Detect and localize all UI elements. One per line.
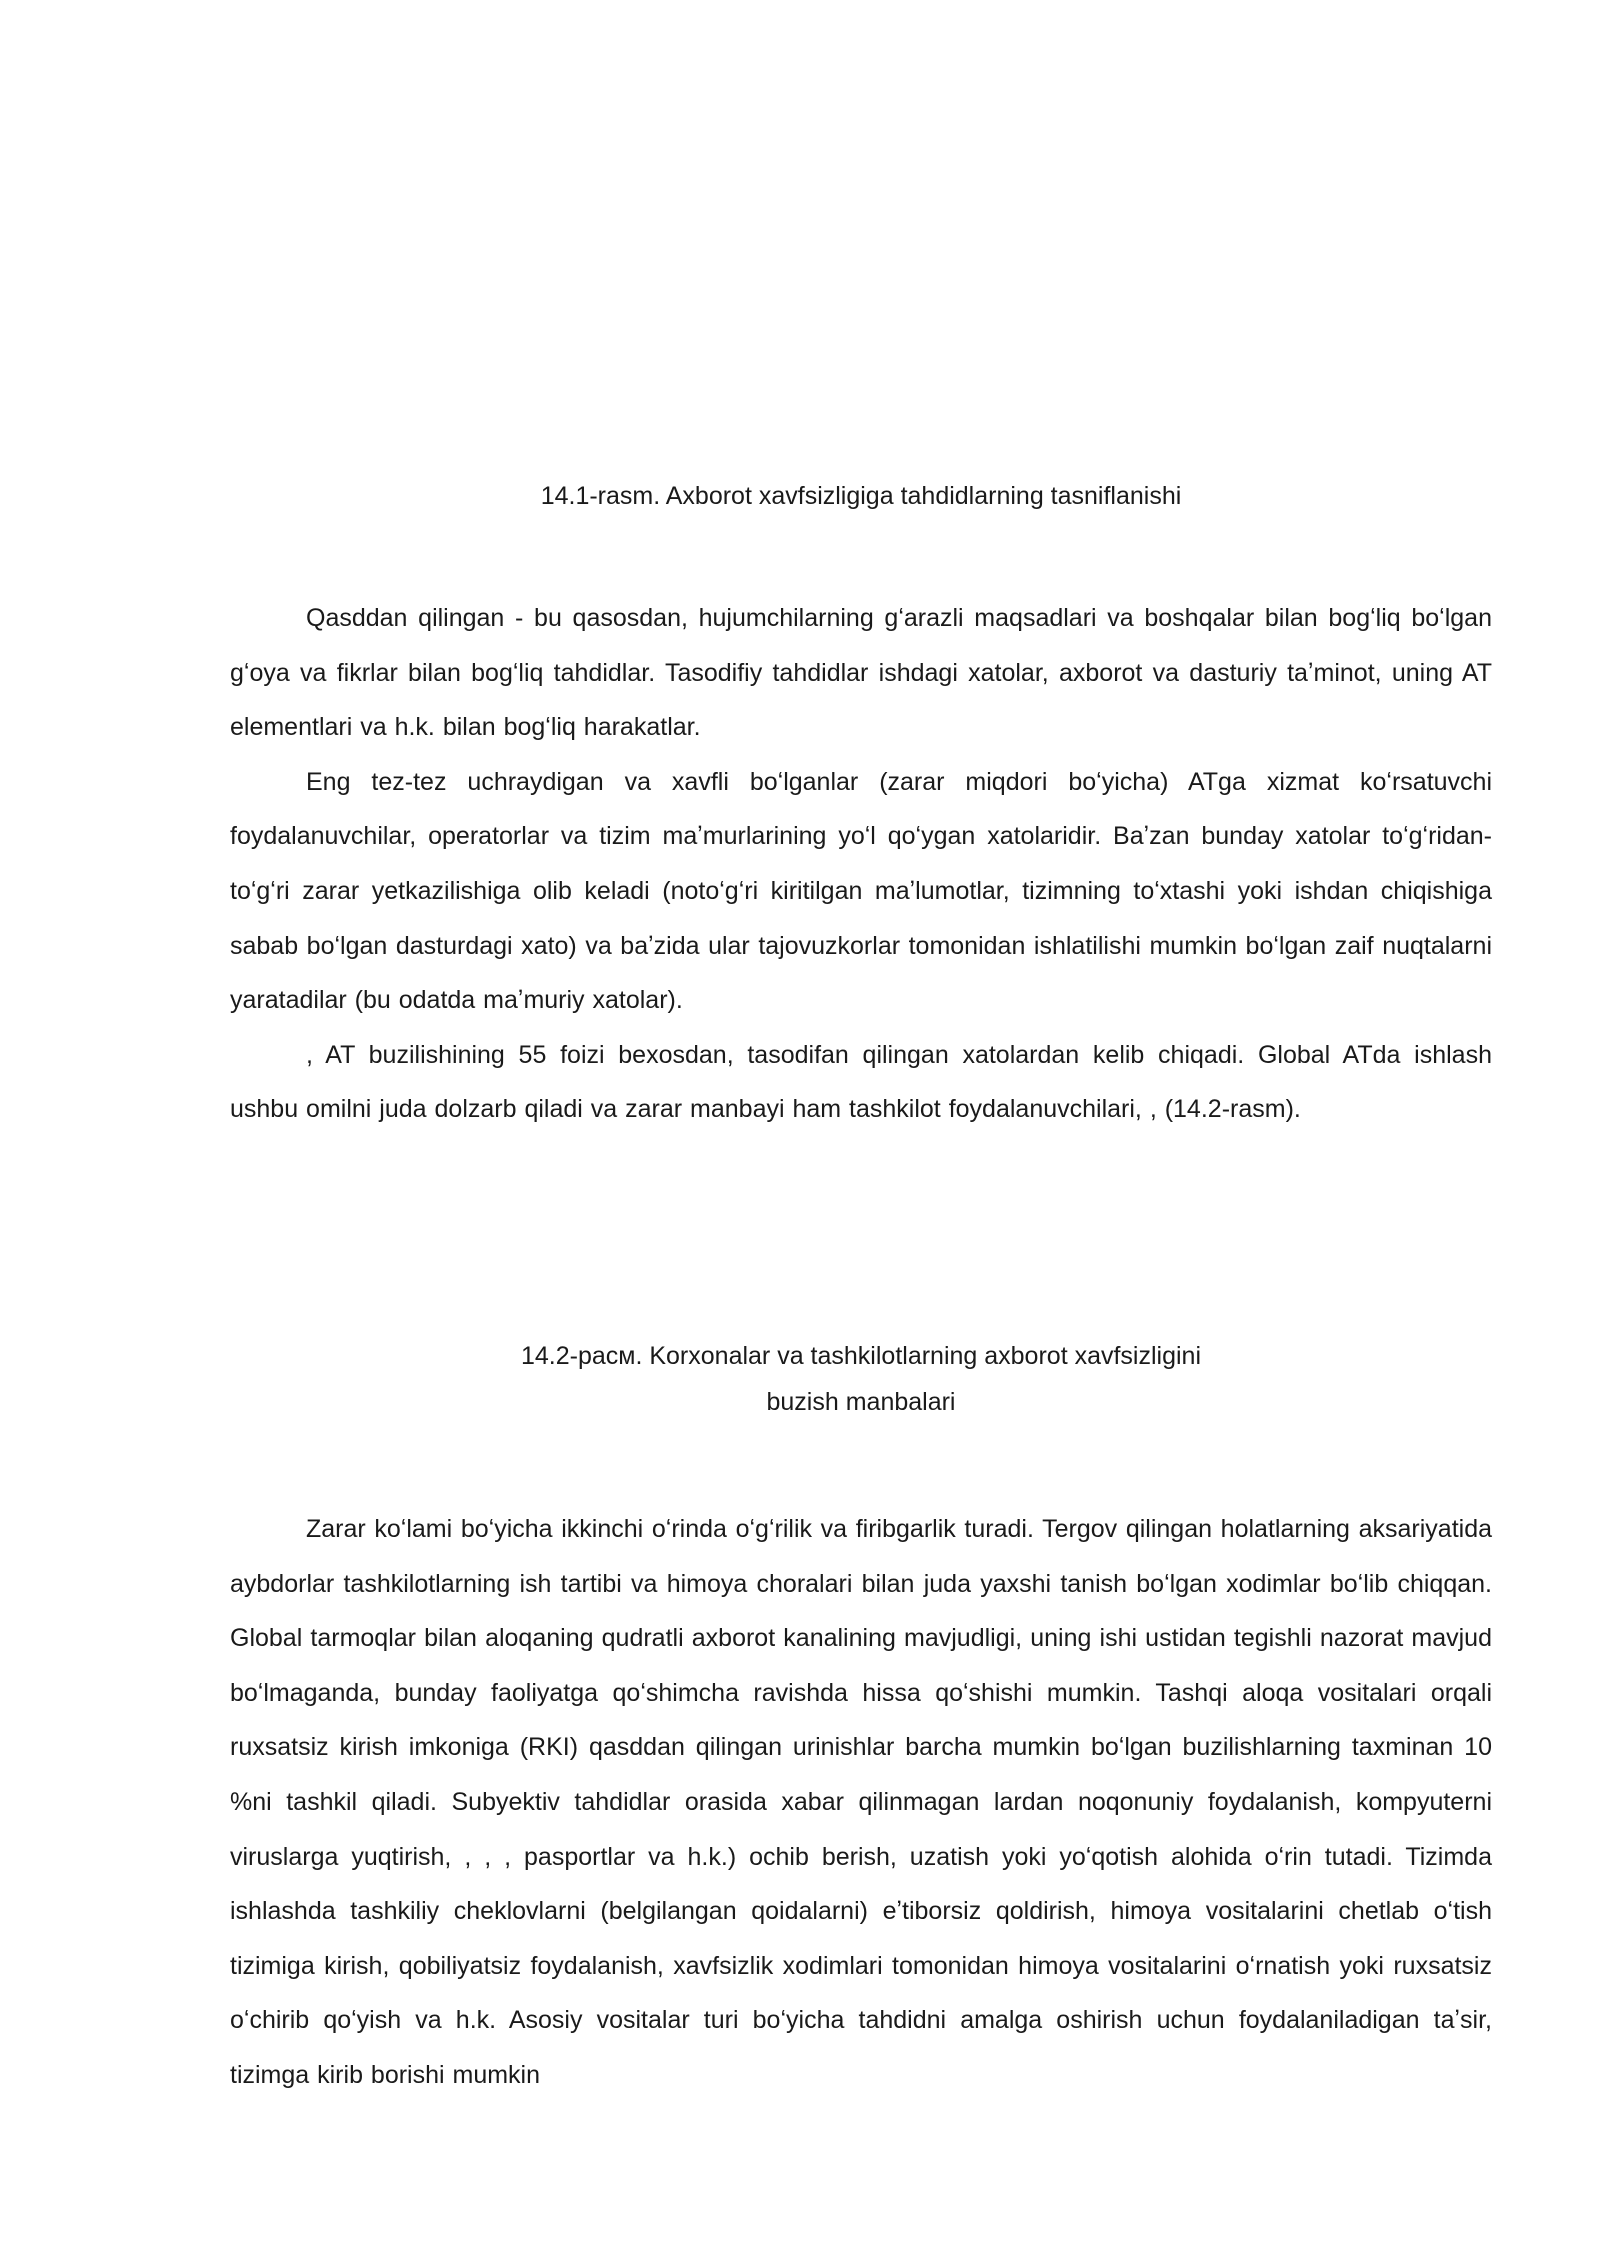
section-1-body	[230, 591, 1492, 1137]
paragraph-4: Zarar koʻlami boʻyicha ikkinchi oʻrinda oʻgʻrilik va firibgarlik turadi. Tergov qilingan holatlarning aksariyatida aybdorlar tashkilotlarning ish tartibi va himoya choralari bilan juda yaxshi tanish boʻlgan xodimlar boʻlib chiqqan. Global tarmoqlar bilan aloqaning qudratli axborot kanalining mavjudligi, uning ishi ustidan tegishli nazorat mavjud boʻlmaganda, bunday faoliyatga qoʻshimcha ravishda hissa qoʻshishi mumkin. Tashqi aloqa vositalari orqali ruxsatsiz kirish imkoniga (RKI) qasddan qilingan urinishlar barcha mumkin boʻlgan buzilishlarning taxminan 10 %ni tashkil qiladi. Subyektiv tahdidlar orasida xabar qilinmagan lardan noqonuniy foydalanish, kompyuterni viruslarga yuqtirish, , , , pasportlar va h.k.) ochib berish, uzatish yoki yoʻqotish alohida oʻrin tutadi. Tizimda ishlashda tashkiliy cheklovlarni (belgilangan qoidalarni) eʼtiborsiz qoldirish, himoya vositalarini chetlab oʻtish tizimiga kirish, qobiliyatsiz foydalanish, xavfsizlik xodimlari tomonidan himoya vositalarini oʻrnatish yoki ruxsatsiz oʻchirib qoʻyish va h.k. Asosiy vositalar turi boʻyicha tahdidni amalga oshirish uchun foydalaniladigan taʼsir, tizimga kirib borishi mumkin	[230, 1515, 1492, 2089]
paragraph-3: , AT buzilishining 55 foizi bexosdan, tasodifan qilingan xatolardan kelib chiqadi. Global ATda ishlash ushbu omilni juda dolzarb qiladi va zarar manbayi ham tashkilot foydalanuvchilari, , (14.2-rasm).	[230, 1040, 1492, 1124]
figure-2-caption	[230, 1333, 1492, 1425]
figure-2-caption-line-1: 14.2-расм. Korxonalar va tashkilotlarning axborot xavfsizligini	[520, 1342, 1202, 1370]
section-2-body	[230, 1502, 1492, 2103]
paragraph-2: Eng tez-tez uchraydigan va xavfli boʻlganlar (zarar miqdori boʻyicha) ATga xizmat koʻrsatuvchi foydalanuvchilar, operatorlar va tizim maʼmurlarining yoʻl qoʻygan xatolaridir. Baʼzan bunday xatolar toʻgʻridan-toʻgʻri zarar yetkazilishiga olib keladi (notoʻgʻri kiritilgan maʼlumotlar, tizimning toʻxtashi yoki ishdan chiqishiga sabab boʻlgan dasturdagi xato) va baʼzida ular tajovuzkorlar tomonidan ishlatilishi mumkin boʻlgan zaif nuqtalarni yaratadilar (bu odatda maʼmuriy xatolar).	[230, 767, 1492, 1015]
figure-1-caption: 14.1-rasm. Axborot xavfsizligiga tahdidlarning tasniflanishi	[540, 482, 1182, 510]
figure-2-caption-line-2: buzish manbalari	[766, 1388, 956, 1416]
paragraph-1: Qasddan qilingan - bu qasosdan, hujumchilarning gʻarazli maqsadlari va boshqalar bilan bogʻliq boʻlgan gʻoya va fikrlar bilan bogʻliq tahdidlar. Tasodifiy tahdidlar ishdagi xatolar, axborot va dasturiy taʼminot, uning AT elementlari va h.k. bilan bogʻliq harakatlar.	[230, 604, 1492, 742]
